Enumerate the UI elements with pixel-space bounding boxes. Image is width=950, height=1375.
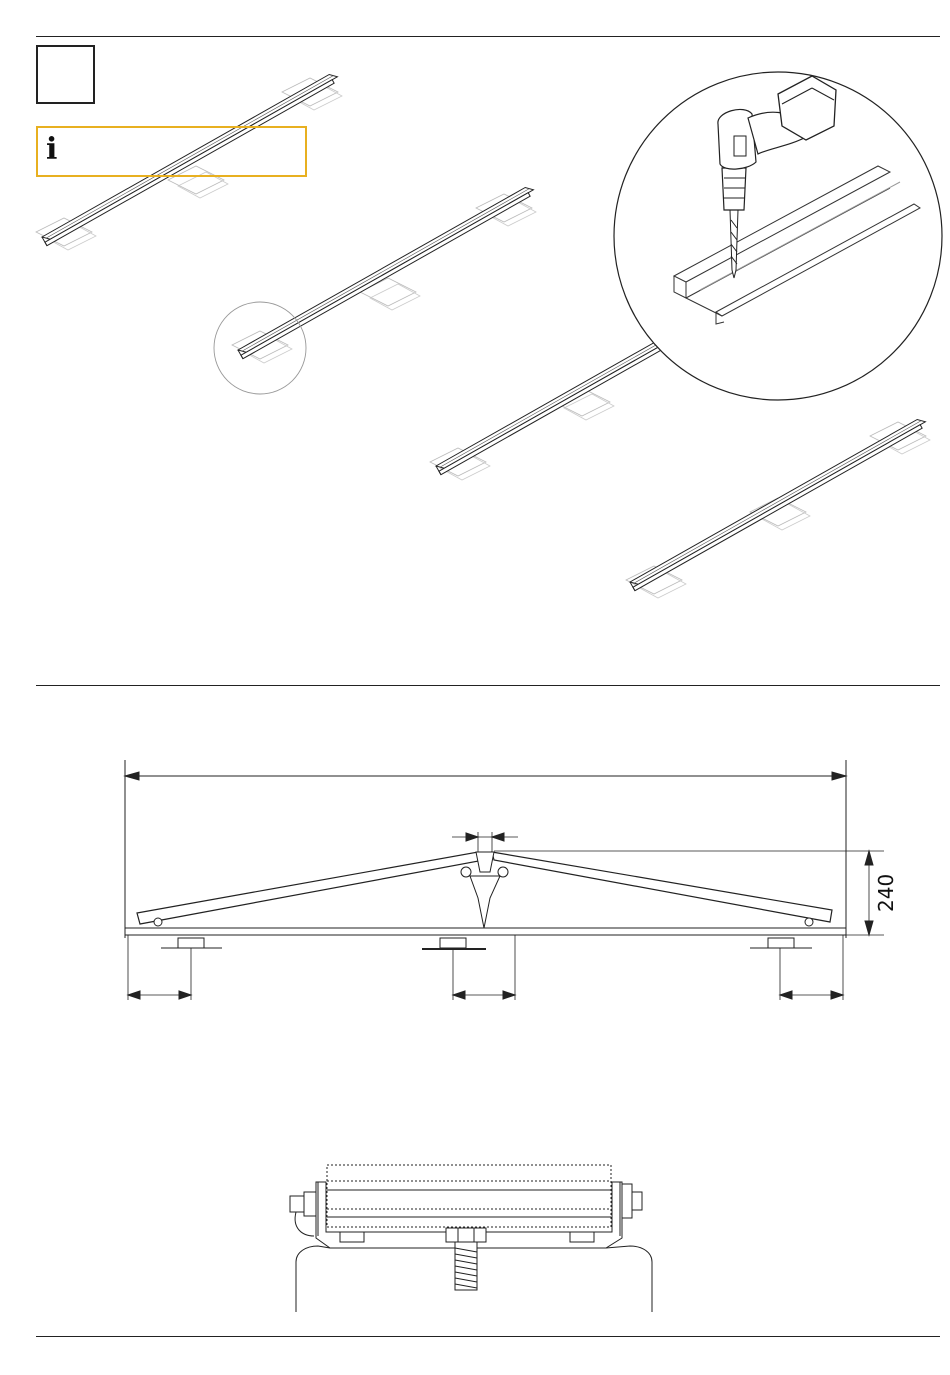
info-icon: i xyxy=(46,132,58,167)
rail-4 xyxy=(626,417,930,598)
step-number-box xyxy=(36,45,95,104)
truss-drawing xyxy=(125,760,884,1000)
detail-circle-drill xyxy=(614,72,942,400)
clamp-cross-section xyxy=(290,1165,652,1312)
info-note-box xyxy=(36,126,307,177)
height-dimension-label: 240 xyxy=(874,873,898,912)
rail-2 xyxy=(232,185,536,363)
